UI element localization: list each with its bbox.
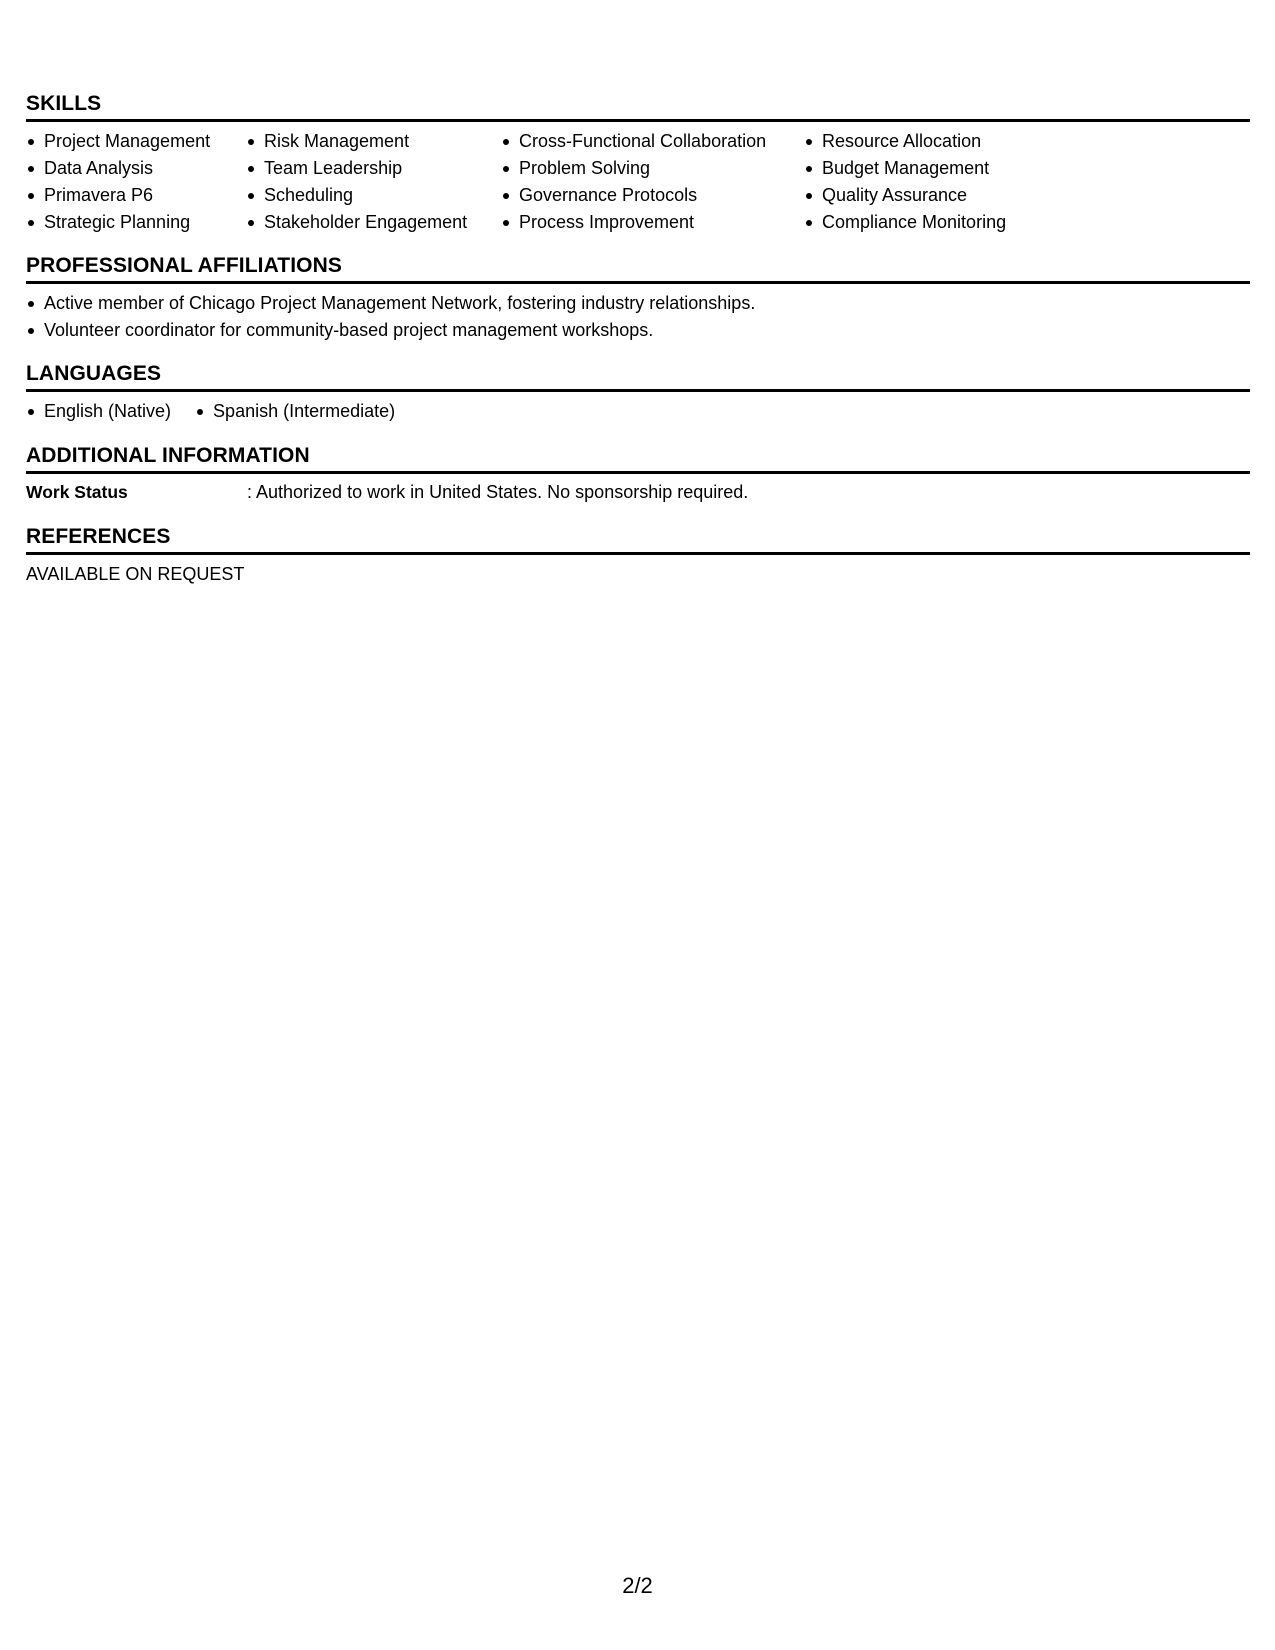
- skill-item: Cross-Functional Collaboration: [501, 128, 804, 155]
- languages-list: [26, 392, 1250, 425]
- affiliations-section: [26, 252, 1250, 344]
- affiliation-item: Active member of Chicago Project Management Network, fostering industry relationships.: [26, 290, 1250, 317]
- work-status-value: : Authorized to work in United States. No sponsorship required.: [247, 482, 749, 502]
- skill-item: Primavera P6: [26, 182, 246, 209]
- affiliation-item: Volunteer coordinator for community-based project management workshops.: [26, 317, 1250, 344]
- skills-column: [246, 128, 501, 236]
- skill-item: Stakeholder Engagement: [246, 209, 501, 236]
- references-section: [26, 523, 1250, 588]
- languages-section: [26, 360, 1250, 425]
- skills-column: [501, 128, 804, 236]
- skill-item: Team Leadership: [246, 155, 501, 182]
- resume-page: [26, 90, 1250, 588]
- skill-item: Data Analysis: [26, 155, 246, 182]
- skill-item: Problem Solving: [501, 155, 804, 182]
- skill-item: Project Management: [26, 128, 246, 155]
- page-number: 2/2: [622, 1573, 653, 1598]
- section-title-affiliations: PROFESSIONAL AFFILIATIONS: [26, 252, 1250, 284]
- skill-item: Compliance Monitoring: [804, 209, 1064, 236]
- affiliations-list: [26, 284, 1250, 344]
- references-text: AVAILABLE ON REQUEST: [26, 564, 245, 584]
- skills-grid: [26, 122, 1250, 236]
- skill-item: Resource Allocation: [804, 128, 1064, 155]
- language-item: English (Native): [26, 398, 171, 425]
- skill-item: Risk Management: [246, 128, 501, 155]
- additional-info-section: [26, 442, 1250, 506]
- language-item: Spanish (Intermediate): [195, 398, 395, 425]
- skill-item: Budget Management: [804, 155, 1064, 182]
- skills-section: [26, 90, 1250, 236]
- work-status-row: [26, 474, 1250, 506]
- work-status-label: Work Status: [26, 482, 128, 502]
- skill-item: Governance Protocols: [501, 182, 804, 209]
- skill-item: Quality Assurance: [804, 182, 1064, 209]
- section-title-references: REFERENCES: [26, 523, 1250, 555]
- section-title-skills: SKILLS: [26, 90, 1250, 122]
- skill-item: Strategic Planning: [26, 209, 246, 236]
- skill-item: Process Improvement: [501, 209, 804, 236]
- skills-column: [804, 128, 1064, 236]
- skills-column: [26, 128, 246, 236]
- section-title-languages: LANGUAGES: [26, 360, 1250, 392]
- skill-item: Scheduling: [246, 182, 501, 209]
- section-title-additional: ADDITIONAL INFORMATION: [26, 442, 1250, 474]
